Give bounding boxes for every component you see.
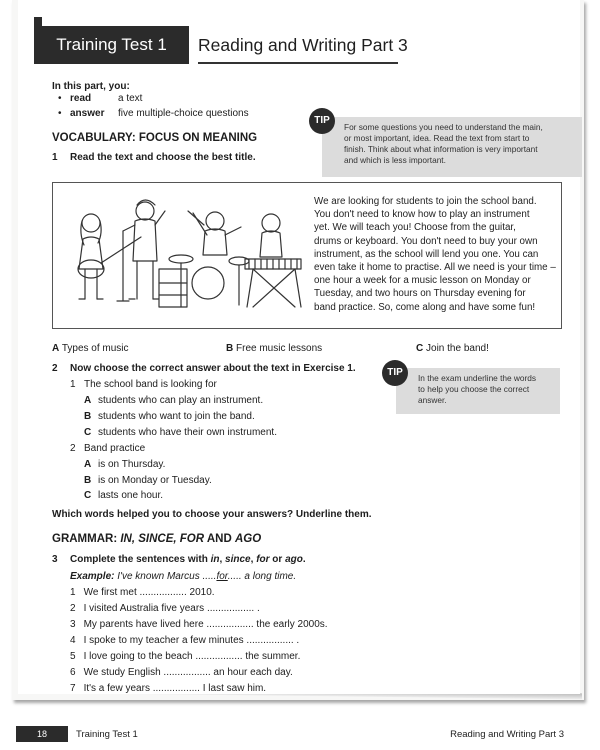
- option-letter: A: [84, 395, 92, 406]
- intro-detail-answer: five multiple-choice questions: [118, 108, 249, 119]
- q3-number: 3: [52, 554, 58, 565]
- sentence-number: 5: [70, 651, 76, 662]
- sentence-after: .: [293, 635, 300, 646]
- item-number: 2: [70, 443, 76, 454]
- intro-bullet-1: [58, 92, 143, 105]
- answer-blank[interactable]: .................: [195, 651, 243, 662]
- story-line: You don't need to know how to play an instrument: [314, 209, 530, 221]
- intro-detail-read: a text: [118, 93, 143, 104]
- bullet-dot: •: [58, 93, 62, 104]
- intro-heading: In this part, you:: [52, 81, 130, 92]
- story-text: [314, 195, 554, 314]
- sentence-before: I love going to the beach: [83, 651, 196, 662]
- example-before: I've known Marcus: [117, 571, 203, 582]
- sentence-before: It's a few years: [83, 683, 153, 694]
- title-option-b[interactable]: [226, 342, 322, 355]
- option-letter: C: [84, 490, 92, 501]
- q3-instruction: [70, 553, 306, 566]
- grammar-heading-and: AND: [204, 533, 235, 545]
- sentence-before: My parents have lived here: [83, 619, 207, 630]
- option-text: Types of music: [61, 343, 129, 354]
- q2-1-option-c[interactable]: [84, 426, 277, 439]
- q3-in: in: [210, 554, 220, 565]
- sentence-number: 1: [70, 587, 76, 598]
- q3-end: .: [302, 554, 306, 565]
- q3-or: or: [269, 554, 286, 565]
- sentence-before: We study English: [83, 667, 164, 678]
- option-text: students who can play an instrument.: [98, 395, 264, 406]
- tip2-line: answer.: [418, 395, 447, 405]
- grammar-sentence-1[interactable]: [70, 586, 215, 599]
- part-title-underline: [198, 62, 398, 64]
- footer-part-label: Reading and Writing Part 3: [450, 729, 564, 740]
- intro-verb-answer: answer: [70, 108, 105, 119]
- q2-2-option-a[interactable]: [84, 458, 166, 471]
- q3-for: for: [256, 554, 270, 565]
- grammar-sentence-2[interactable]: [70, 602, 260, 615]
- q1-number: 1: [52, 152, 58, 163]
- tip1-line: For some questions you need to understand the main,: [344, 122, 543, 132]
- option-letter: B: [226, 343, 234, 354]
- story-line: We are looking for students to join the school band.: [314, 196, 537, 207]
- sentence-number: 6: [70, 667, 76, 678]
- tip2-line: to help you choose the correct: [418, 384, 530, 394]
- part-title: Reading and Writing Part 3: [198, 35, 408, 55]
- test-label: Training Test 1: [34, 26, 189, 64]
- sentence-number: 2: [70, 603, 76, 614]
- answer-blank[interactable]: .................: [206, 603, 255, 614]
- option-text: students who have their own instrument.: [98, 427, 277, 438]
- example-blank-right: .....: [227, 571, 242, 582]
- story-line: Tuesday, and two hours on Thursday evening for: [314, 288, 526, 300]
- answer-blank[interactable]: .................: [163, 667, 211, 678]
- q2-2-option-b[interactable]: [84, 474, 212, 487]
- answer-blank[interactable]: .................: [139, 587, 187, 598]
- title-option-c[interactable]: [416, 342, 489, 355]
- sentence-number: 4: [70, 635, 76, 646]
- example-after: a long time.: [241, 571, 297, 582]
- option-text: is on Monday or Tuesday.: [98, 475, 212, 486]
- sentence-after: I last saw him.: [199, 683, 267, 694]
- answer-blank[interactable]: .................: [246, 635, 294, 646]
- grammar-sentence-7[interactable]: [70, 682, 266, 695]
- q2-2-option-c[interactable]: [84, 489, 164, 502]
- tip1-line: finish. Think about what information is very important: [344, 144, 538, 154]
- option-letter: B: [84, 475, 92, 486]
- q2-followup: Which words helped you to choose your answers? Underline them.: [52, 509, 372, 520]
- tip-badge-1: TIP: [309, 108, 335, 134]
- option-letter: C: [84, 427, 92, 438]
- option-text: students who want to join the band.: [98, 411, 255, 422]
- q3-sep: ,: [250, 554, 257, 565]
- option-text: Free music lessons: [236, 343, 323, 354]
- example-sentence: [70, 570, 296, 583]
- sentence-after: the summer.: [242, 651, 301, 662]
- story-line: drums or keyboard. You don't need to buy your own: [314, 235, 538, 247]
- q2-number: 2: [52, 363, 58, 374]
- option-letter: C: [416, 343, 424, 354]
- option-letter: A: [52, 343, 60, 354]
- option-letter: B: [84, 411, 92, 422]
- sentence-after: 2010.: [186, 587, 215, 598]
- intro-verb-read: read: [70, 93, 92, 104]
- option-text: is on Thursday.: [98, 459, 166, 470]
- grammar-sentence-5[interactable]: [70, 650, 300, 663]
- grammar-sentence-4[interactable]: [70, 634, 299, 647]
- story-line: instrument, as the school will lend you one. You can: [314, 248, 539, 260]
- grammar-sentence-3[interactable]: [70, 618, 328, 631]
- q3-prefix: Complete the sentences with: [70, 554, 211, 565]
- sentence-after: the early 2000s.: [253, 619, 328, 630]
- story-line: one hour a week for a music lesson on Monday or: [314, 275, 531, 287]
- answer-blank[interactable]: .................: [206, 619, 254, 630]
- option-text: Join the band!: [426, 343, 489, 354]
- story-line: yet. We will teach you! Choose from the guitar,: [314, 222, 516, 234]
- tip1-line: or most important, idea. Read the text from start to: [344, 133, 530, 143]
- sentence-number: 7: [70, 683, 76, 694]
- q1-instruction: Read the text and choose the best title.: [70, 152, 256, 163]
- tip-box-2: [396, 368, 560, 414]
- q2-1-option-a[interactable]: [84, 394, 264, 407]
- grammar-heading-prefix: GRAMMAR:: [52, 533, 121, 545]
- story-line: even take it home to practise. All we need is your time –: [314, 262, 556, 274]
- school-band-illustration: [63, 191, 303, 319]
- sentence-number: 3: [70, 619, 76, 630]
- intro-bullet-2: [58, 107, 249, 120]
- q2-item-1: [70, 378, 217, 391]
- sentence-before: I spoke to my teacher a few minutes: [83, 635, 247, 646]
- story-box: [52, 182, 562, 329]
- grammar-heading-ago: AGO: [234, 533, 262, 545]
- title-option-a[interactable]: [52, 342, 129, 355]
- vocab-heading: VOCABULARY: FOCUS ON MEANING: [52, 132, 258, 144]
- q3-ago: ago: [285, 554, 303, 565]
- example-blank-left: .....: [202, 571, 217, 582]
- tip-badge-2: TIP: [382, 360, 408, 386]
- grammar-heading-items: IN, SINCE, FOR: [120, 533, 205, 545]
- answer-blank[interactable]: .................: [152, 683, 200, 694]
- footer-test-label: Training Test 1: [76, 729, 138, 740]
- example-label: Example:: [70, 571, 115, 582]
- example-answer: for: [216, 571, 228, 582]
- bullet-dot: •: [58, 108, 62, 119]
- item-stem: Band practice: [84, 443, 146, 454]
- story-line: band practice. So, come along and have some fun!: [314, 301, 536, 313]
- page-number: 18: [16, 726, 68, 742]
- sentence-before: I visited Australia five years: [83, 603, 207, 614]
- item-number: 1: [70, 379, 76, 390]
- tip2-line: In the exam underline the words: [418, 373, 537, 383]
- sentence-before: We first met: [83, 587, 140, 598]
- q2-1-option-b[interactable]: [84, 410, 255, 423]
- tip-box-1: [322, 117, 582, 177]
- q2-item-2: [70, 442, 146, 455]
- q3-since: since: [225, 554, 251, 565]
- item-stem: The school band is looking for: [84, 379, 217, 390]
- q3-sep: ,: [219, 554, 226, 565]
- sentence-after: an hour each day.: [210, 667, 293, 678]
- q2-instruction: Now choose the correct answer about the text in Exercise 1.: [70, 363, 356, 374]
- tip1-line: and which is less important.: [344, 155, 446, 165]
- option-text: lasts one hour.: [98, 490, 164, 501]
- grammar-sentence-6[interactable]: [70, 666, 293, 679]
- grammar-heading: [52, 533, 261, 545]
- sentence-after: .: [254, 603, 260, 614]
- option-letter: A: [84, 459, 92, 470]
